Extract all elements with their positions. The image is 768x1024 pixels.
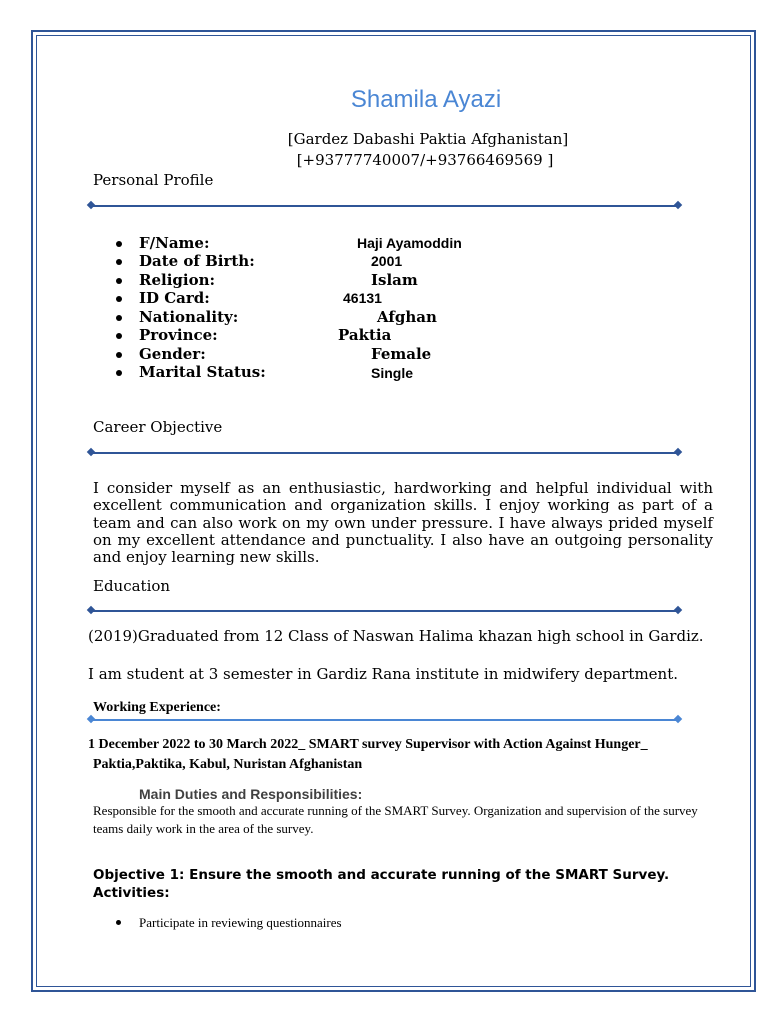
profile-value-marital: Single xyxy=(371,365,414,381)
profile-value-religion: Islam xyxy=(371,271,418,289)
bullet-icon xyxy=(116,296,122,302)
profile-label-religion: Religion: xyxy=(139,271,216,289)
bullet-icon xyxy=(116,259,122,265)
bullet-icon xyxy=(116,370,122,376)
job-title-line-1: 1 December 2022 to 30 March 2022_ SMART survey Supervisor with Action Against Hunger_ xyxy=(88,737,648,752)
bullet-icon xyxy=(116,920,121,925)
work-experience-divider xyxy=(91,719,678,721)
profile-value-dob: 2001 xyxy=(371,253,403,269)
profile-value-province: Paktia xyxy=(338,326,392,344)
profile-label-province: Province: xyxy=(139,326,218,344)
activities-heading: Activities: xyxy=(93,885,170,901)
profile-label-nationality: Nationality: xyxy=(139,308,239,326)
candidate-phone: [+93777740007/+93766469569 ] xyxy=(296,151,554,169)
profile-value-fname: Haji Ayamoddin xyxy=(357,235,462,251)
duties-text: Responsible for the smooth and accurate running of the SMART Survey. Organization and supervision of the survey teams daily work in the area of the survey. xyxy=(93,803,698,836)
profile-label-fname: F/Name: xyxy=(139,234,210,252)
education-divider xyxy=(91,610,678,612)
objective-1-title: Objective 1: Ensure the smooth and accurate running of the SMART Survey. xyxy=(93,867,670,883)
personal-profile-divider xyxy=(91,205,678,207)
career-objective-text: I consider myself as an enthusiastic, hardworking and helpful individual with excellent communication and organization skills. I enjoy working as part of a team and can also work on my own under pressure. I have always prided myself on my excellent attendance and punctuality. I also have an outgoing personality and enjoy learning new skills. xyxy=(93,479,713,567)
bullet-icon xyxy=(116,315,122,321)
profile-label-marital: Marital Status: xyxy=(139,363,266,381)
bullet-icon xyxy=(116,241,122,247)
duties-heading: Main Duties and Responsibilities: xyxy=(139,786,363,802)
candidate-address: [Gardez Dabashi Paktia Afghanistan] xyxy=(287,130,569,148)
profile-value-nationality: Afghan xyxy=(377,308,437,326)
activity-item: Participate in reviewing questionnaires xyxy=(139,915,342,930)
education-line-2: I am student at 3 semester in Gardiz Rana institute in midwifery department. xyxy=(88,665,679,683)
profile-label-idcard: ID Card: xyxy=(139,289,210,307)
profile-label-gender: Gender: xyxy=(139,345,206,363)
career-objective-heading: Career Objective xyxy=(93,418,223,436)
bullet-icon xyxy=(116,333,122,339)
career-objective-divider xyxy=(91,452,678,454)
profile-label-dob: Date of Birth: xyxy=(139,252,255,270)
bullet-icon xyxy=(116,352,122,358)
personal-profile-heading: Personal Profile xyxy=(93,171,214,189)
job-title-line-2: Paktia,Paktika, Kabul, Nuristan Afghanistan xyxy=(93,757,363,772)
education-line-1: (2019)Graduated from 12 Class of Naswan Halima khazan high school in Gardiz. xyxy=(88,627,704,645)
bullet-icon xyxy=(116,278,122,284)
profile-value-gender: Female xyxy=(371,345,432,363)
education-heading: Education xyxy=(93,577,171,595)
work-experience-heading: Working Experience: xyxy=(93,700,221,715)
profile-value-idcard: 46131 xyxy=(343,290,382,306)
candidate-name: Shamila Ayazi xyxy=(350,86,502,113)
